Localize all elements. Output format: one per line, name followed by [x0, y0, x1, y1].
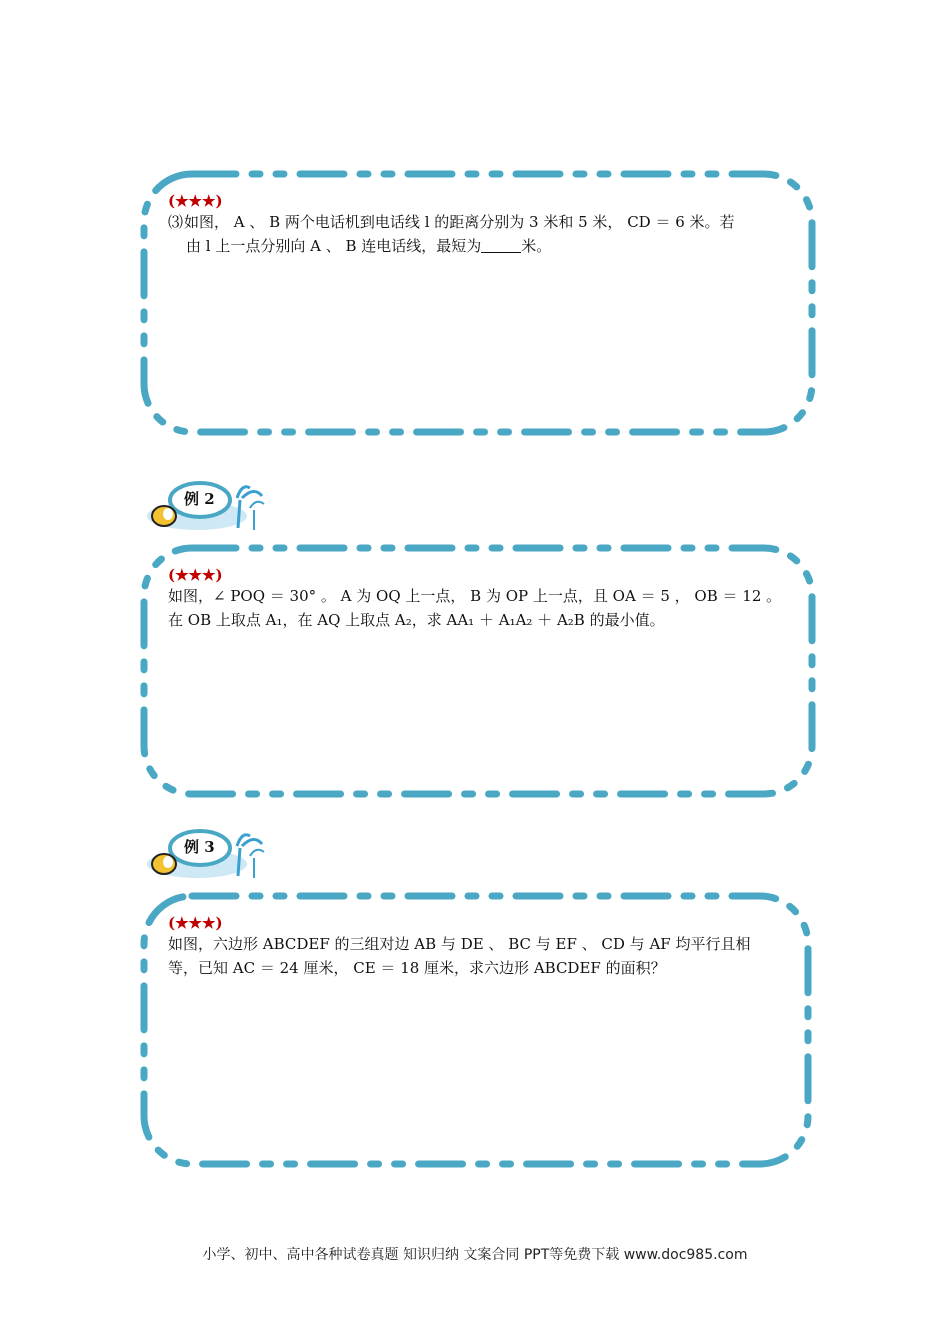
example-label: 例 2: [184, 490, 215, 508]
problem-frame-3: [138, 890, 814, 1170]
problem-text-line: 如图，六边形 ABCDEF 的三组对边 AB 与 DE 、 BC 与 EF 、 CD 与 AF 均平行且相: [168, 935, 751, 953]
problem-text-line: [168, 234, 808, 258]
problem-frame-1: [138, 168, 818, 438]
problem-text-line: 如图，∠ POQ ＝ 30° 。 A 为 OQ 上一点， B 为 OP 上一点，且 OA ＝ 5 ， OB ＝ 12 。: [168, 587, 782, 605]
problem-number: ⑶: [168, 213, 184, 231]
example-badge-2: [142, 478, 272, 538]
text: 米。: [521, 237, 552, 255]
example-label: 例 3: [184, 838, 215, 856]
answer-blank: [481, 238, 521, 253]
text: 如图， A 、 B 两个电话机到电话线 l 的距离分别为 3 米和 5 米， CD ＝ 6 米。若: [184, 213, 735, 231]
difficulty-stars: (★★★): [168, 566, 223, 584]
difficulty-stars: (★★★): [168, 192, 223, 210]
problem-text-line: 等，已知 AC ＝ 24 厘米， CE ＝ 18 厘米，求六边形 ABCDEF 的面积？: [168, 959, 666, 977]
example-badge-3: [142, 826, 272, 886]
problem-text-line: 在 OB 上取点 A₁，在 AQ 上取点 A₂，求 AA₁ ＋ A₁A₂ ＋ A₂B 的最小值。: [168, 611, 665, 629]
problem-frame-2: [138, 542, 818, 800]
problem-text-line: [168, 210, 808, 234]
footer-text: 小学、初中、高中各种试卷真题 知识归纳 文案合同 PPT等免费下载 www.doc985.com: [202, 1247, 748, 1263]
difficulty-stars: (★★★): [168, 914, 223, 932]
text: 由 l 上一点分别向 A 、 B 连电话线，最短为: [186, 237, 482, 255]
